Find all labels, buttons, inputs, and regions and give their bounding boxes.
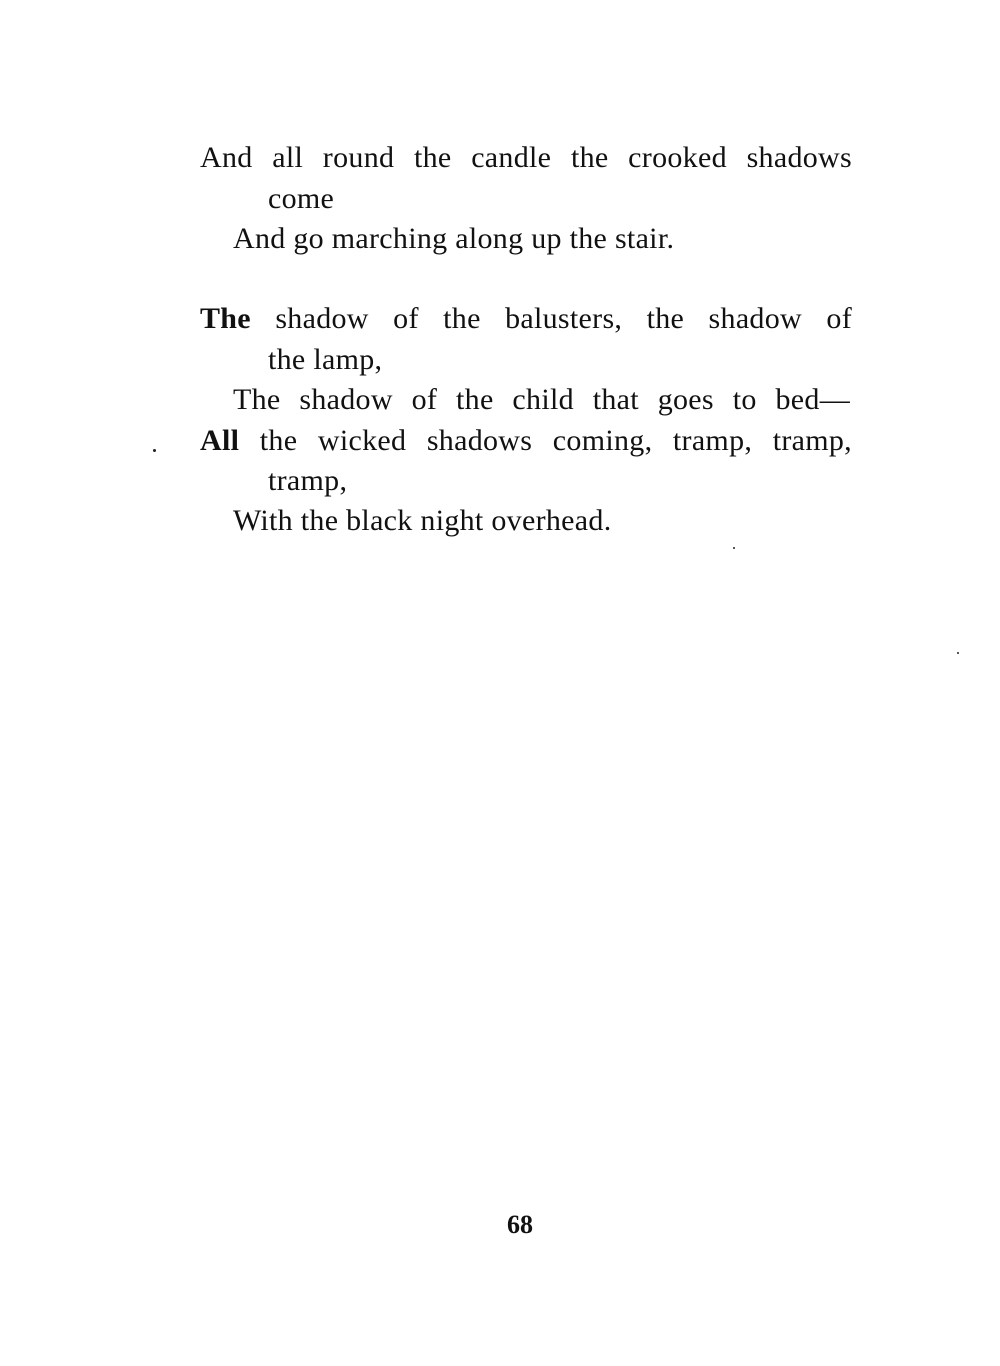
stanza1-line1-continuation: come <box>268 182 335 215</box>
stanza2-line2: The shadow of the child that goes to bed— <box>233 383 850 416</box>
stanza2-line1-rest: shadow of the balusters, the shadow of <box>275 302 852 335</box>
page-number: 68 <box>507 1210 533 1239</box>
stanza1-line2: And go marching along up the stair. <box>233 222 675 255</box>
scan-speck <box>733 547 735 549</box>
stanza2-line1-continuation: the lamp, <box>268 343 383 376</box>
scan-speck <box>153 449 156 452</box>
stanza2-line3 <box>200 421 852 461</box>
stanza2-line3-continuation: tramp, <box>268 464 348 497</box>
scan-speck <box>957 652 959 654</box>
stanza2-line3-rest: the wicked shadows coming, tramp, tramp, <box>259 424 852 457</box>
stanza2-line4: With the black night overhead. <box>233 504 612 537</box>
stanza1-line1: And all round the candle the crooked shadows <box>200 141 852 174</box>
stanza2-line1 <box>200 299 852 339</box>
stanza2-line1-first-word: The <box>200 302 251 335</box>
stanza2-line3-first-word: All <box>200 424 240 457</box>
